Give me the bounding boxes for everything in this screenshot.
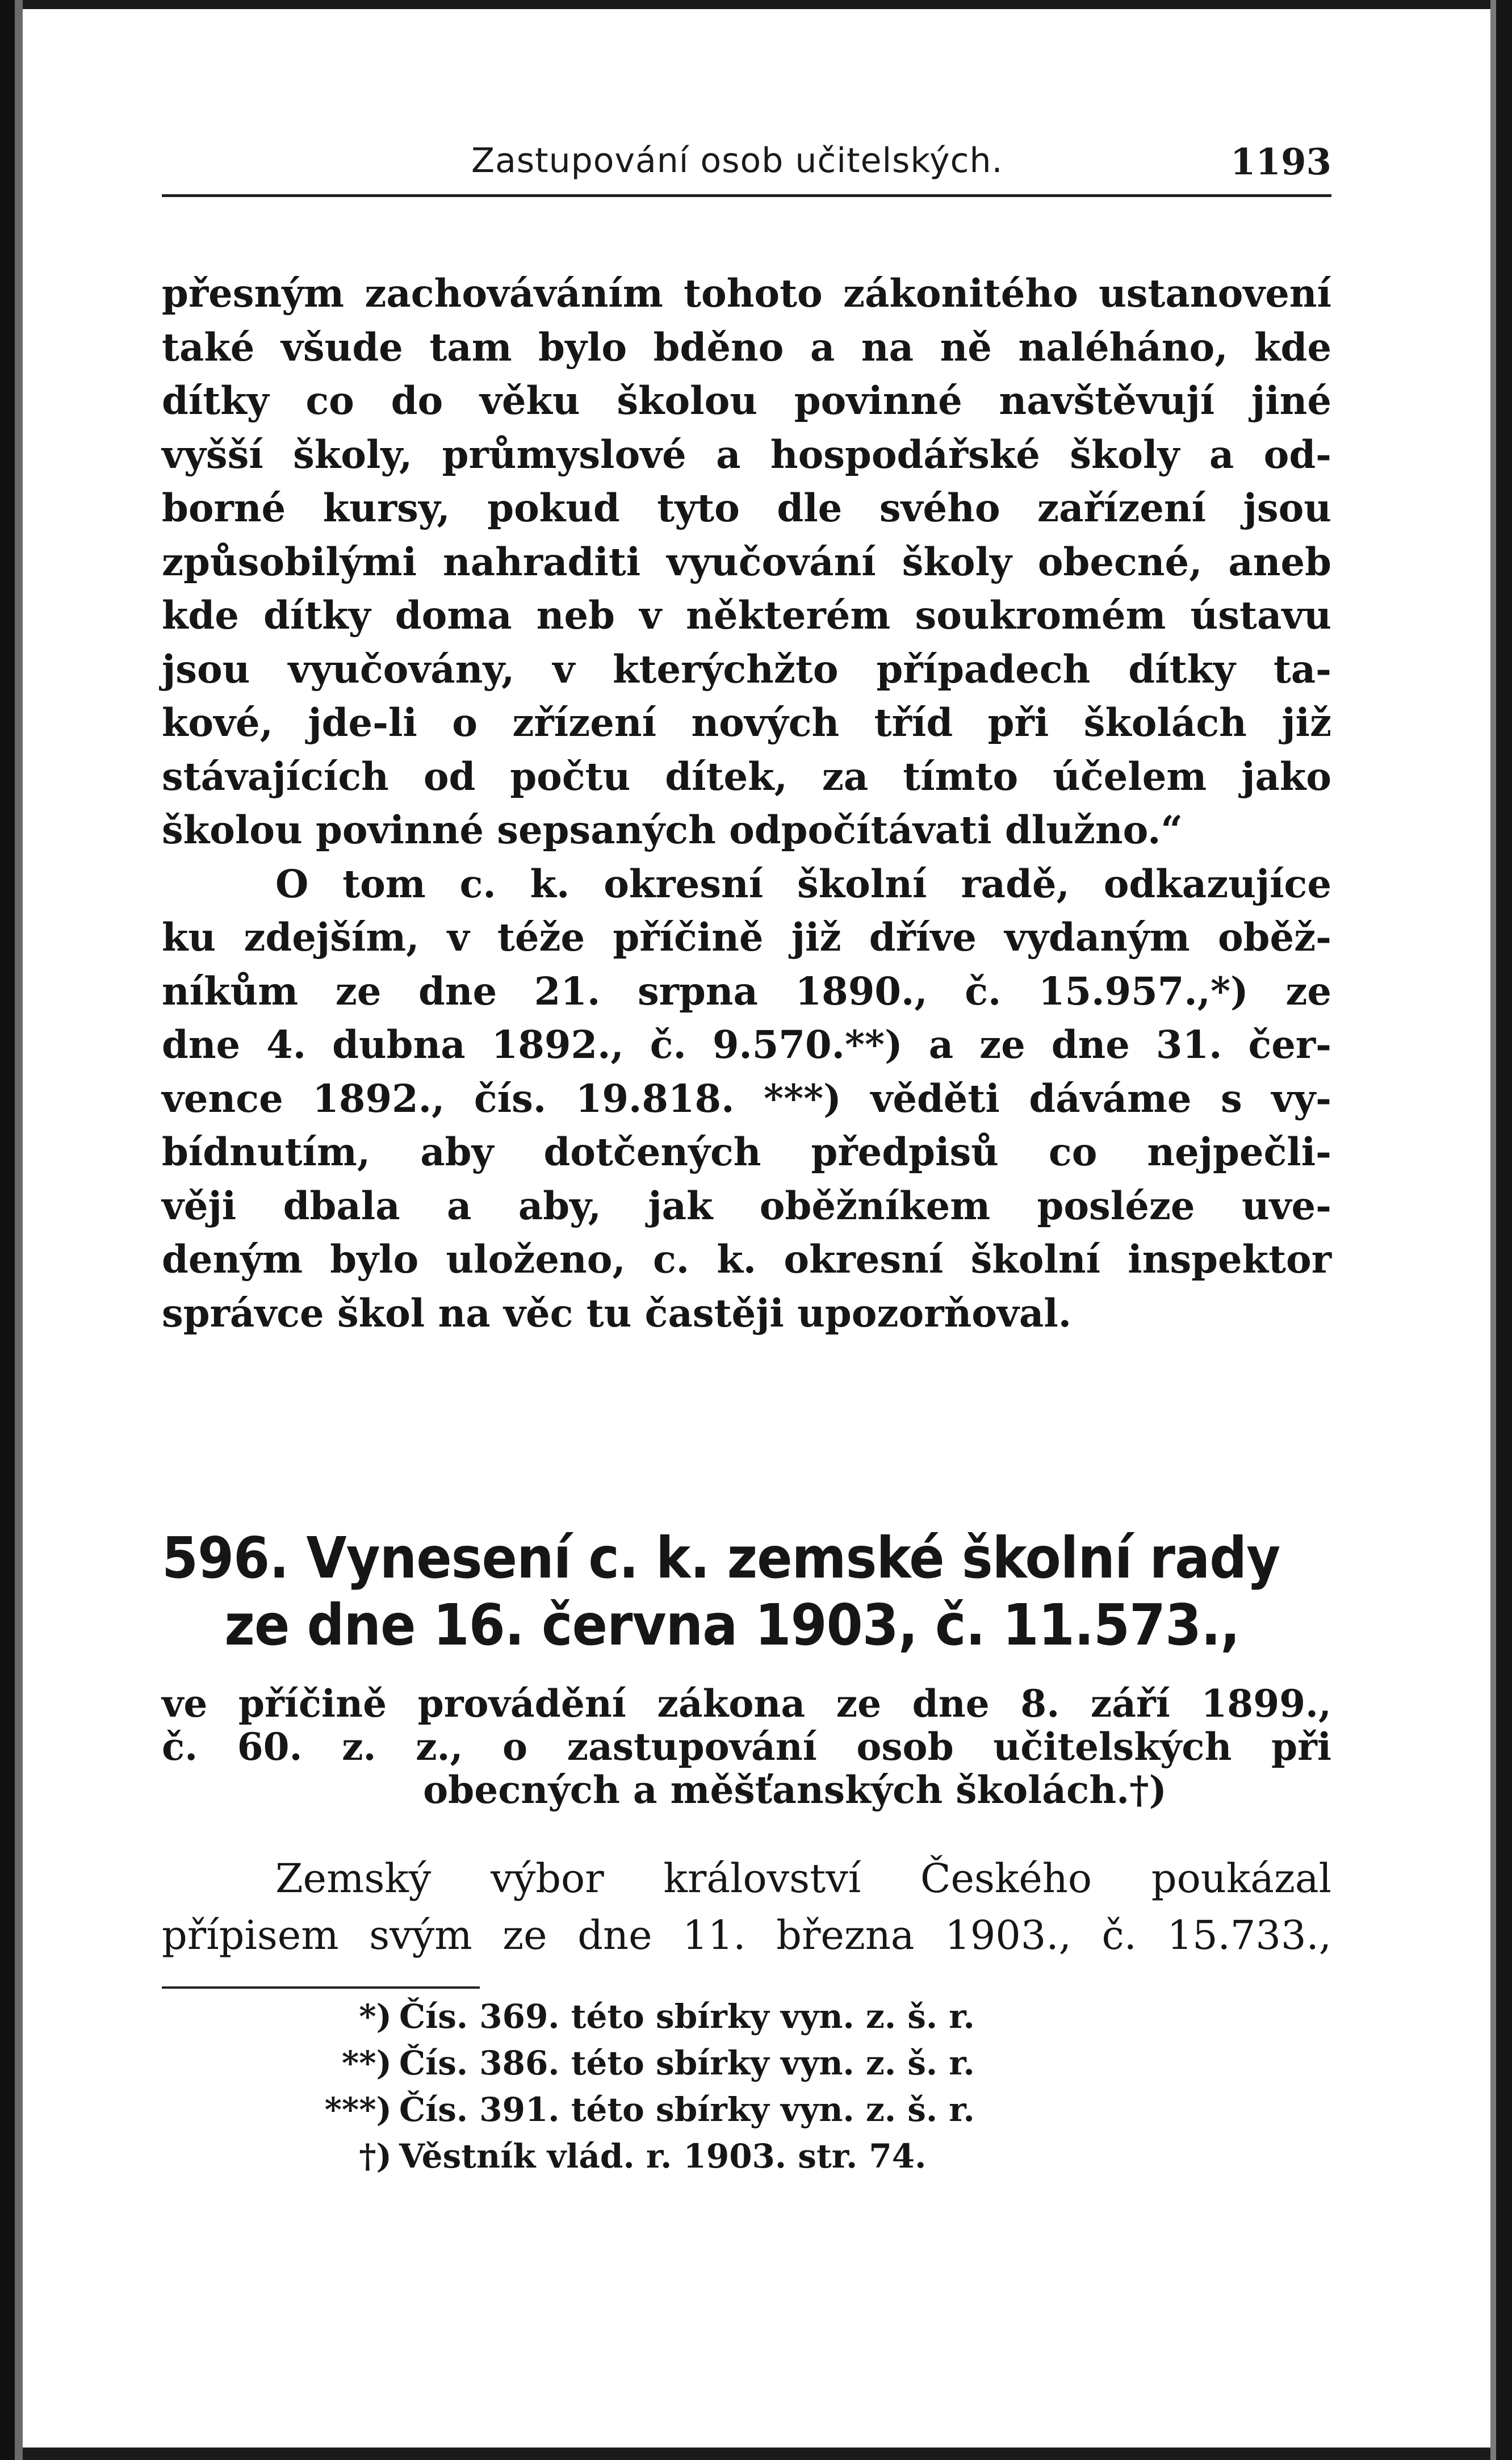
body-line: vyšší školy, průmyslové a hospodářské školy a od- [162,432,1331,477]
footnote-text: Věstník vlád. r. 1903. str. 74. [399,2137,927,2175]
body-line: kové, jde-li o zřízení nových tříd při školách již [162,700,1331,745]
section-heading-line: ze dne 16. června 1903, č. 11.573., [224,1592,1240,1658]
body-line: vence 1892., čís. 19.818. ***) věděti dáváme s vy- [162,1076,1331,1121]
body-line: dítky co do věku školou povinné navštěvují jiné [162,378,1331,423]
document-page [162,0,1331,2460]
section-heading [162,1525,1280,1659]
scan-border-right [1496,0,1512,2460]
body-line: bídnutím, aby dotčených předpisů co nejpečli- [162,1129,1331,1174]
footnotes [162,1993,1331,2179]
body-line: kde dítky doma neb v některém soukromém ústavu [162,593,1331,638]
footnote-rule [162,1986,480,1989]
body-line: dne 4. dubna 1892., č. 9.570.**) a ze dne 31. čer- [162,1022,1331,1067]
scan-border-right-shadow [1490,0,1496,2460]
body-line: školou povinné sepsaných odpočítávati dlužno.“ [162,808,1183,852]
section-subtitle-line: ve příčině provádění zákona ze dne 8. září 1899., [162,1681,1331,1726]
section-subtitle-line: č. 60. z. z., o zastupování osob učitelských při [162,1725,1331,1769]
footnote [162,2133,1331,2179]
footnote [162,2040,1331,2086]
footnote-mark: *) [359,1997,392,2036]
header-rule [162,194,1331,197]
footnote-text: Čís. 391. této sbírky vyn. z. š. r. [399,2090,975,2129]
body-line: také všude tam bylo bděno a na ně naléháno, kde [162,324,1331,370]
scan-border-left [0,0,15,2460]
body-line: věji dbala a aby, jak oběžníkem posléze uve- [162,1183,1331,1228]
page-number: 1193 [1230,141,1331,183]
section-subtitle-line: obecných a měšťanských školách.†) [423,1768,1167,1812]
body-paragraphs [162,267,1331,1340]
footnote [162,2086,1331,2133]
section-body-line: přípisem svým ze dne 11. března 1903., č. 15.733., [162,1912,1331,1959]
section-body [162,1850,1331,1964]
section-body-line: Zemský výbor království Českého poukázal [275,1855,1331,1902]
section-subtitle [162,1682,1331,1811]
running-head [162,141,1331,192]
body-line: přesným zachováváním tohoto zákonitého ustanovení [162,271,1331,316]
running-title: Zastupování osob učitelských. [471,141,1003,181]
footnote-mark: †) [359,2137,392,2175]
footnote [162,1993,1331,2040]
body-line: jsou vyučovány, v kterýchžto případech dítky ta- [162,646,1331,692]
section-heading-line: 596. Vynesení c. k. zemské školní rady [162,1525,1280,1591]
body-line: způsobilými nahraditi vyučování školy obecné, aneb [162,539,1331,584]
footnote-mark: ***) [324,2090,392,2129]
body-line: deným bylo uloženo, c. k. okresní školní inspektor [162,1237,1331,1282]
body-line: níkům ze dne 21. srpna 1890., č. 15.957.,*) ze [162,968,1331,1014]
body-line: stávajících od počtu dítek, za tímto účelem jako [162,754,1331,799]
body-line: ku zdejším, v téže příčině již dříve vydaným oběž- [162,915,1331,960]
body-line: O tom c. k. okresní školní radě, odkazujíce [275,861,1331,906]
footnote-text: Čís. 386. této sbírky vyn. z. š. r. [399,2044,975,2082]
footnote-mark: **) [341,2044,392,2082]
body-line: borné kursy, pokud tyto dle svého zařízení jsou [162,486,1331,530]
scan-border-left-shadow [15,0,23,2460]
footnote-text: Čís. 369. této sbírky vyn. z. š. r. [399,1997,975,2036]
body-line: správce škol na věc tu častěji upozorňoval. [162,1290,1072,1336]
